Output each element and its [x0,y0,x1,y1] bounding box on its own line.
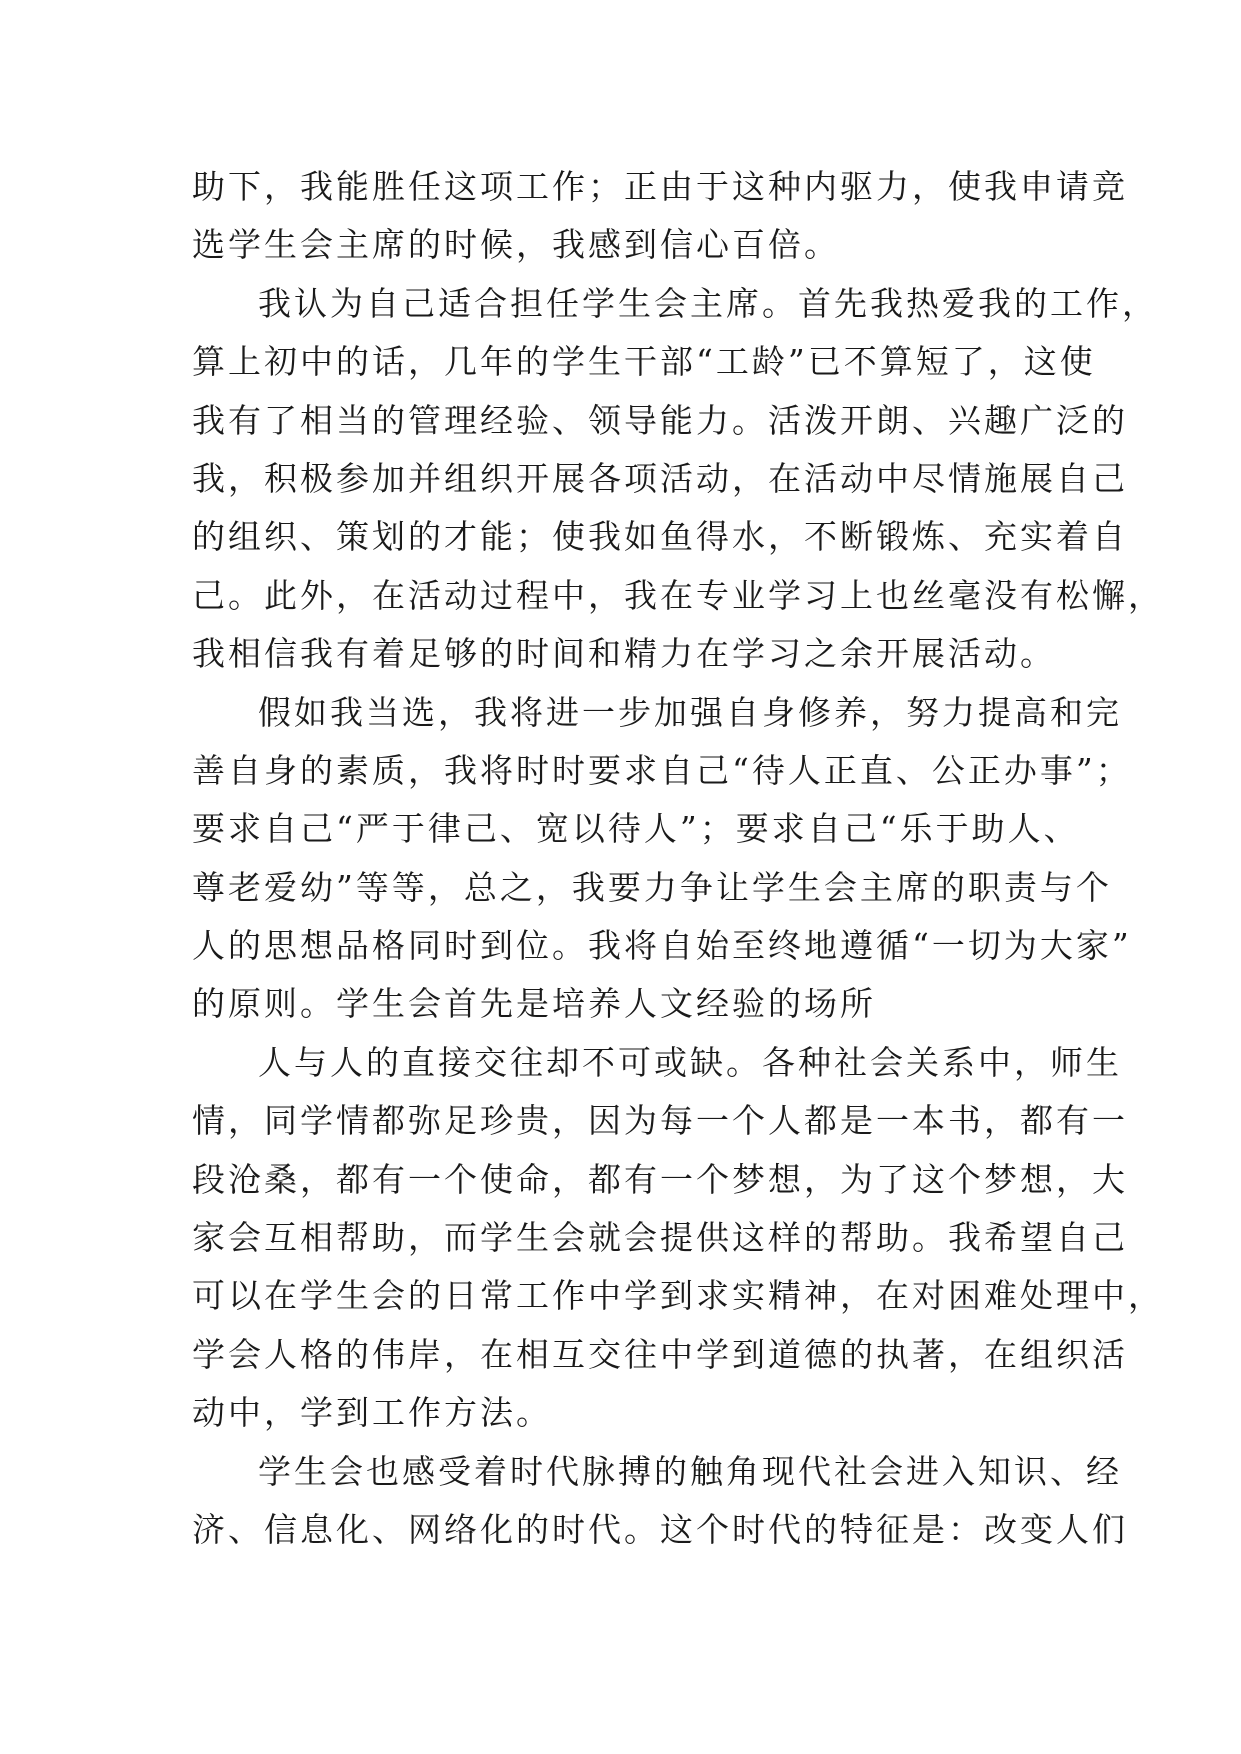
text-line: 要求自己“严于律己、宽以待人”；要求自己“乐于助人、 [192,809,1080,849]
text-line: 尊老爱幼”等等，总之，我要力争让学生会主席的职责与个 [192,867,1112,907]
text-line: 的原则。学生会首先是培养人文经验的场所 [192,984,876,1024]
text-line: 人的思想品格同时到位。我将自始至终地遵循“一切为大家” [192,926,1132,966]
text-line: 我有了相当的管理经验、领导能力。活泼开朗、兴趣广泛的 [192,400,1128,440]
text-line: 动中，学到工作方法。 [192,1393,552,1433]
text-line: 我相信我有着足够的时间和精力在学习之余开展活动。 [192,634,1056,674]
text-line: 可以在学生会的日常工作中学到求实精神，在对困难处理中， [192,1276,1164,1316]
body-text [192,158,1164,1559]
paragraph-start-line: 人与人的直接交往却不可或缺。各种社会关系中，师生 [258,1042,1122,1082]
text-line: 善自身的素质，我将时时要求自己“待人正直、公正办事”； [192,750,1132,790]
text-line: 己。此外，在活动过程中，我在专业学习上也丝毫没有松懈， [192,575,1164,615]
paragraph-start-line: 假如我当选，我将进一步加强自身修养，努力提高和完 [258,692,1122,732]
text-line: 段沧桑，都有一个使命，都有一个梦想，为了这个梦想，大 [192,1159,1128,1199]
text-line: 我，积极参加并组织开展各项活动，在活动中尽情施展自己 [192,458,1128,498]
text-line: 算上初中的话，几年的学生干部“工龄”已不算短了，这使 [192,342,1096,382]
text-line: 家会互相帮助，而学生会就会提供这样的帮助。我希望自己 [192,1218,1128,1258]
paragraph-start-line: 学生会也感受着时代脉搏的触角现代社会进入知识、经 [258,1451,1122,1491]
text-line: 情，同学情都弥足珍贵，因为每一个人都是一本书，都有一 [192,1101,1128,1141]
text-line: 济、信息化、网络化的时代。这个时代的特征是：改变人们 [192,1509,1128,1549]
text-line: 学会人格的伟岸，在相互交往中学到道德的执著，在组织活 [192,1334,1128,1374]
text-line: 的组织、策划的才能；使我如鱼得水，不断锻炼、充实着自 [192,517,1128,557]
text-line: 选学生会主席的时候，我感到信心百倍。 [192,225,840,265]
paragraph-start-line: 我认为自己适合担任学生会主席。首先我热爱我的工作， [258,283,1158,323]
text-line: 助下，我能胜任这项工作；正由于这种内驱力，使我申请竞 [192,167,1128,206]
